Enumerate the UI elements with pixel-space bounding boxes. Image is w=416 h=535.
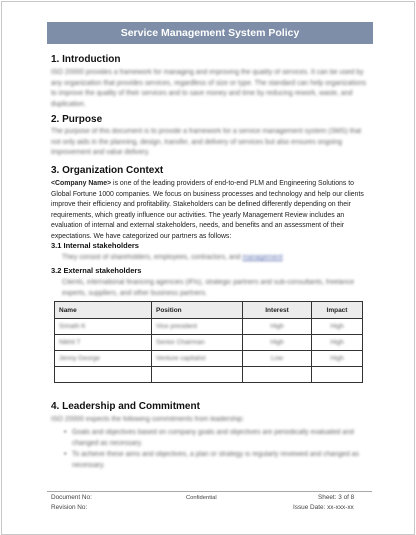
table-cell [312,367,363,383]
external-stakeholders-body: Clients, international financing agencies (IFIs), strategic partners and sub-consultants, freelance experts, suppliers, and other business partners. [62,279,355,297]
table-cell: High [312,335,363,351]
introduction-body: ISO 20000 provides a framework for managing and improving the quality of services. It can be used by any organization that provides services, regardless of size or type. The standard can help organizations to improve the quality of their services and to save money and time by reducing rework, waste, and duplication. [51,69,367,108]
table-cell: Srinath K [55,319,152,335]
heading-introduction: 1. Introduction [51,54,121,65]
organization-context-body [51,179,369,243]
heading-organization-context: 3. Organization Context [51,165,164,176]
table-cell: High [243,335,312,351]
table-cell: High [312,319,363,335]
organization-context-text: is one of the leading providers of end-to-end PLM and Engineering Solutions to Global Fortune 1000 companies. We focus on business processes and technology and help our clients improve their efficiency and profitability. Stakeholders can be defined differently depending on their requirements, which greatly influence our activities. The yearly Management Review includes an evaluation of internal and external stakeholders, needs, and benefits and an assessment of their expectations. We have categorized our partners as follows: [51,180,364,240]
purpose-body: The purpose of this document is to provide a framework for a service management system (SMS) that not only aids in the planning, design, transfer, and delivery of services but also ensures ongoing improvement and value delivery. [51,128,362,157]
table-header-row [55,302,363,319]
document-title: Service Management System Policy [47,22,373,44]
footer-sheet: Sheet: 3 of 8 [318,494,355,501]
internal-stakeholders-body [62,253,362,264]
table-row [55,351,363,367]
column-header-position: Position [152,302,243,319]
table-cell: Venture capitalist [152,351,243,367]
leadership-bullet-list [64,428,364,472]
footer-issue-date: Issue Date: xx-xxx-xx [293,504,354,511]
column-header-name: Name [55,302,152,319]
table-row [55,367,363,383]
table-cell: High [243,319,312,335]
table-cell [152,367,243,383]
table-cell: Vice president [152,319,243,335]
list-item: • To achieve these aims and objectives, a plan or strategy is regularly reviewed and changed as necessary. [64,451,359,469]
management-link[interactable]: management [242,254,283,261]
company-name-placeholder: <Company Name> [51,180,112,187]
stakeholder-table [54,301,363,383]
table-cell: High [312,351,363,367]
footer-confidential: Confidential [186,495,217,501]
table-row [55,319,363,335]
heading-internal-stakeholders: 3.1 Internal stakeholders [51,241,139,250]
footer-revision-no: Revision No: [51,504,88,511]
heading-external-stakeholders: 3.2 External stakeholders [51,266,142,275]
internal-stakeholders-text: They consist of shareholders, employees, contractors, and [62,254,243,261]
table-cell: Low [243,351,312,367]
list-item: • Goals and objectives based on company goals and objectives are periodically evaluated and changed as necessary. [64,429,354,447]
table-row [55,335,363,351]
table-cell: Jenny George [55,351,152,367]
heading-purpose: 2. Purpose [51,114,103,125]
heading-leadership: 4. Leadership and Commitment [51,401,200,412]
table-cell: Nikhil T [55,335,152,351]
column-header-impact: Impact [312,302,363,319]
table-cell [243,367,312,383]
column-header-interest: Interest [243,302,312,319]
table-cell: Senior Chairman [152,335,243,351]
footer-divider [47,491,372,492]
table-cell [55,367,152,383]
footer-document-no: Document No: [51,494,92,501]
leadership-body: ISO 20000 expects the following commitments from leadership: [51,416,245,423]
